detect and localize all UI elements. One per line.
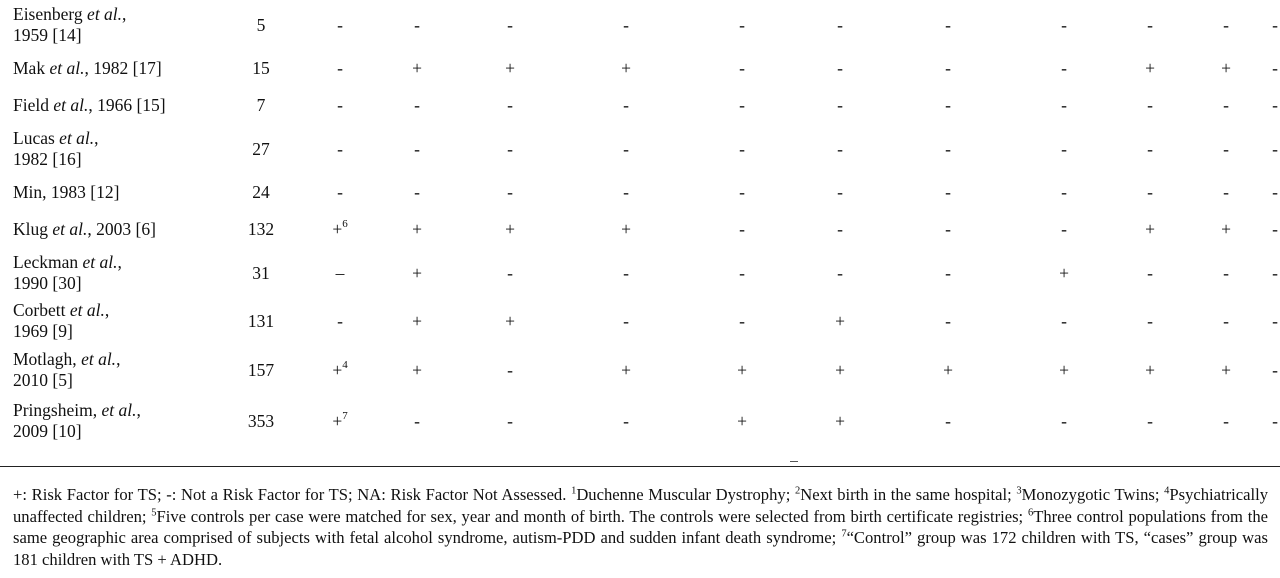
risk-mark	[886, 396, 1010, 446]
risk-mark-symbol: +	[412, 219, 422, 239]
table-row	[0, 248, 1280, 298]
risk-mark	[304, 396, 376, 446]
risk-mark	[562, 124, 690, 174]
risk-mark	[1010, 50, 1118, 87]
risk-mark	[1118, 124, 1182, 174]
risk-mark-symbol: -	[623, 95, 629, 115]
risk-mark-symbol: -	[739, 310, 745, 331]
sample-size: 5	[256, 14, 266, 35]
study-author: Corbett	[13, 300, 70, 320]
risk-mark	[376, 0, 458, 50]
risk-mark	[1270, 396, 1280, 446]
risk-mark-symbol: +	[1145, 219, 1155, 239]
table-row	[0, 211, 1280, 248]
risk-mark	[304, 248, 376, 298]
risk-mark-symbol: -	[337, 14, 343, 35]
study-cell	[0, 87, 218, 124]
study-year: 2009 [10]	[13, 421, 82, 441]
risk-mark	[562, 396, 690, 446]
risk-mark-symbol: -	[623, 310, 629, 331]
risk-mark	[376, 174, 458, 211]
risk-mark-symbol: -	[507, 262, 513, 283]
risk-mark-symbol: +	[332, 410, 343, 431]
risk-mark	[794, 298, 886, 344]
study-citation: , 1966 [15]	[88, 95, 166, 115]
risk-mark-symbol: -	[1147, 262, 1153, 283]
risk-mark-symbol: -	[1061, 310, 1067, 331]
risk-mark-symbol: +	[835, 359, 845, 380]
short-rule	[790, 461, 798, 462]
study-cell	[0, 50, 218, 87]
risk-mark-symbol: -	[623, 262, 629, 283]
risk-mark	[690, 211, 794, 248]
study-year: 1969 [9]	[13, 321, 73, 341]
risk-mark-symbol: -	[837, 14, 843, 35]
risk-mark	[458, 396, 562, 446]
risk-mark	[376, 87, 458, 124]
risk-mark	[886, 344, 1010, 396]
risk-mark-symbol: -	[1223, 95, 1229, 115]
risk-mark-symbol: +	[1221, 219, 1231, 239]
risk-mark	[690, 248, 794, 298]
risk-mark	[1270, 174, 1280, 211]
sample-size: 15	[252, 58, 270, 78]
risk-mark-symbol: -	[337, 182, 343, 202]
risk-mark-symbol: -	[945, 410, 951, 431]
risk-mark-symbol: -	[945, 14, 951, 35]
study-year: 2010 [5]	[13, 370, 73, 390]
risk-mark-symbol: +	[1145, 359, 1155, 380]
risk-mark-symbol: -	[1272, 262, 1278, 283]
risk-mark-symbol: -	[1272, 58, 1278, 78]
risk-mark-symbol: +	[737, 359, 747, 380]
footnote-ref: 7	[342, 409, 348, 422]
risk-mark	[562, 50, 690, 87]
risk-mark-symbol: -	[1061, 14, 1067, 35]
risk-mark-symbol: +	[505, 58, 515, 78]
risk-mark	[376, 298, 458, 344]
risk-mark	[458, 0, 562, 50]
risk-mark-symbol: -	[623, 182, 629, 202]
risk-mark	[690, 298, 794, 344]
study-author: Mak	[13, 58, 50, 78]
study-citation: ,	[136, 400, 141, 420]
risk-mark-symbol: -	[945, 58, 951, 78]
risk-mark-symbol: -	[837, 58, 843, 78]
risk-mark	[690, 50, 794, 87]
risk-mark-symbol: -	[1061, 410, 1067, 431]
risk-mark	[1182, 396, 1270, 446]
risk-mark-symbol: -	[1272, 182, 1278, 202]
risk-mark	[690, 396, 794, 446]
study-cell	[0, 396, 218, 446]
risk-mark-symbol: -	[1147, 182, 1153, 202]
risk-mark-symbol: -	[337, 58, 343, 78]
risk-mark	[886, 174, 1010, 211]
risk-mark	[1010, 211, 1118, 248]
table-row	[0, 124, 1280, 174]
risk-mark-symbol: +	[505, 310, 515, 331]
study-year: 1990 [30]	[13, 273, 82, 293]
risk-mark	[1118, 50, 1182, 87]
study-etal: et al.	[59, 128, 95, 148]
risk-mark-symbol: -	[1147, 138, 1153, 159]
risk-mark-symbol: -	[1272, 410, 1278, 431]
study-cell	[0, 174, 218, 211]
risk-mark-symbol: -	[623, 14, 629, 35]
risk-mark	[1182, 344, 1270, 396]
table-row	[0, 298, 1280, 344]
risk-mark-symbol: +	[332, 219, 343, 239]
risk-mark	[794, 0, 886, 50]
sample-size: 132	[247, 219, 275, 239]
risk-mark	[376, 248, 458, 298]
study-etal: et al.	[53, 95, 89, 115]
risk-mark-symbol: +	[1059, 262, 1069, 283]
risk-mark-symbol: -	[414, 14, 420, 35]
study-year: 1959 [14]	[13, 25, 82, 45]
risk-mark	[304, 174, 376, 211]
risk-mark-symbol: +	[1221, 58, 1231, 78]
risk-mark-symbol: -	[507, 14, 513, 35]
risk-mark	[1118, 87, 1182, 124]
risk-mark	[304, 50, 376, 87]
study-etal: et al.	[69, 300, 105, 320]
risk-mark-symbol: -	[414, 95, 420, 115]
risk-mark-symbol: -	[1061, 219, 1067, 239]
table-row	[0, 344, 1280, 396]
risk-mark-symbol: +	[835, 410, 845, 431]
risk-mark-symbol: -	[945, 138, 951, 159]
risk-mark-symbol: -	[837, 219, 843, 239]
sample-size: 31	[252, 262, 270, 283]
risk-mark-symbol: -	[1061, 95, 1067, 115]
risk-mark-symbol: -	[337, 95, 343, 115]
risk-mark	[1010, 124, 1118, 174]
risk-mark-symbol: -	[945, 219, 951, 239]
risk-mark	[886, 87, 1010, 124]
risk-mark	[562, 298, 690, 344]
risk-mark-symbol: -	[1147, 95, 1153, 115]
risk-mark-symbol: -	[1272, 310, 1278, 331]
risk-mark	[1270, 50, 1280, 87]
sample-size: 157	[247, 359, 275, 380]
risk-mark-symbol: -	[414, 182, 420, 202]
risk-mark-symbol: –	[335, 262, 345, 283]
sample-size: 353	[247, 410, 275, 431]
risk-mark-symbol: -	[1272, 138, 1278, 159]
risk-mark-symbol: +	[412, 310, 422, 331]
risk-mark	[458, 344, 562, 396]
risk-mark	[886, 0, 1010, 50]
study-cell	[0, 298, 218, 344]
risk-mark	[1182, 174, 1270, 211]
risk-mark	[304, 211, 376, 248]
study-etal: et al.	[81, 349, 117, 369]
risk-mark	[1182, 124, 1270, 174]
risk-mark-symbol: +	[621, 359, 631, 380]
risk-mark-symbol: -	[1272, 359, 1278, 380]
sample-size: 7	[256, 95, 266, 115]
risk-mark-symbol: -	[739, 14, 745, 35]
risk-mark-symbol: -	[1061, 138, 1067, 159]
study-citation: ,	[117, 252, 122, 272]
risk-mark-symbol: -	[739, 182, 745, 202]
risk-mark-symbol: +	[412, 359, 422, 380]
risk-mark	[1270, 0, 1280, 50]
risk-mark-symbol: -	[507, 359, 513, 380]
risk-mark	[562, 0, 690, 50]
risk-mark	[1010, 174, 1118, 211]
study-author: Eisenberg	[13, 4, 88, 24]
risk-mark	[304, 0, 376, 50]
risk-mark	[458, 174, 562, 211]
risk-mark	[304, 298, 376, 344]
study-cell	[0, 211, 218, 248]
risk-mark	[1118, 211, 1182, 248]
study-cell	[0, 0, 218, 50]
table-row	[0, 396, 1280, 446]
risk-mark	[1270, 87, 1280, 124]
risk-mark	[458, 298, 562, 344]
risk-mark-symbol: -	[1147, 310, 1153, 331]
table-row	[0, 0, 1280, 50]
sample-size: 131	[247, 310, 275, 331]
risk-mark-symbol: -	[1223, 410, 1229, 431]
risk-mark-symbol: -	[507, 95, 513, 115]
risk-mark-symbol: -	[945, 310, 951, 331]
risk-mark-symbol: -	[507, 182, 513, 202]
study-etal: et al.	[49, 58, 85, 78]
risk-mark-symbol: +	[332, 359, 343, 380]
risk-mark-symbol: -	[1223, 138, 1229, 159]
risk-mark	[1182, 298, 1270, 344]
risk-mark	[690, 87, 794, 124]
risk-mark-symbol: -	[837, 138, 843, 159]
study-year: 1982 [16]	[13, 149, 82, 169]
risk-mark	[1010, 298, 1118, 344]
risk-mark	[1270, 344, 1280, 396]
risk-mark	[690, 174, 794, 211]
risk-mark	[794, 174, 886, 211]
risk-mark-symbol: -	[739, 58, 745, 78]
table-row	[0, 174, 1280, 211]
risk-mark-symbol: +	[1145, 58, 1155, 78]
risk-mark-symbol: +	[1059, 359, 1069, 380]
risk-mark	[1118, 248, 1182, 298]
risk-mark	[458, 124, 562, 174]
risk-mark	[1010, 396, 1118, 446]
risk-mark	[376, 211, 458, 248]
risk-mark	[886, 211, 1010, 248]
risk-mark	[794, 396, 886, 446]
risk-mark-symbol: -	[507, 410, 513, 431]
risk-mark	[794, 211, 886, 248]
study-author: Motlagh,	[13, 349, 82, 369]
risk-mark	[1010, 0, 1118, 50]
risk-mark	[794, 50, 886, 87]
risk-mark	[1118, 396, 1182, 446]
study-author: Leckman	[13, 252, 83, 272]
study-author: Field	[13, 95, 54, 115]
risk-mark-symbol: -	[1223, 182, 1229, 202]
study-cell	[0, 344, 218, 396]
risk-mark-symbol: -	[623, 138, 629, 159]
risk-mark-symbol: -	[1147, 14, 1153, 35]
risk-mark	[562, 248, 690, 298]
study-citation: ,	[94, 128, 99, 148]
risk-mark	[1118, 174, 1182, 211]
risk-mark	[794, 124, 886, 174]
risk-mark-symbol: -	[414, 138, 420, 159]
risk-mark	[562, 344, 690, 396]
risk-mark-symbol: +	[1221, 359, 1231, 380]
risk-mark-symbol: -	[739, 262, 745, 283]
risk-mark	[1182, 50, 1270, 87]
risk-mark	[690, 0, 794, 50]
risk-mark-symbol: -	[837, 182, 843, 202]
risk-mark	[376, 344, 458, 396]
footnote-ref: 4	[342, 358, 348, 371]
risk-mark	[886, 124, 1010, 174]
risk-mark-symbol: -	[1272, 14, 1278, 35]
study-cell	[0, 248, 218, 298]
risk-mark-symbol: -	[945, 95, 951, 115]
risk-mark-symbol: +	[412, 262, 422, 283]
risk-mark-symbol: -	[1272, 95, 1278, 115]
study-author: Min, 1983 [12]	[13, 182, 120, 202]
study-author: Pringsheim,	[13, 400, 102, 420]
risk-mark-symbol: -	[837, 262, 843, 283]
footnote-ref: 6	[342, 218, 348, 231]
risk-mark	[376, 124, 458, 174]
risk-mark	[458, 248, 562, 298]
study-etal: et al.	[82, 252, 118, 272]
sample-size: 27	[252, 138, 270, 159]
risk-mark	[562, 211, 690, 248]
risk-mark-symbol: +	[505, 219, 515, 239]
risk-mark-symbol: -	[623, 410, 629, 431]
table-footnote: +: Risk Factor for TS; -: Not a Risk Factor for TS; NA: Risk Factor Not Assessed. $^1$Duchenne Muscular Dystrophy; $^2$Next birth in the same hospital; $^3$Monozygotic Twins; $^4$Psychiatrically unaffected children; $^5$Five controls per case were matched for sex, year and month of birth. The controls were selected from birth certificate registries; $^6$Three control populations from the same geographic area comprised of subjects with fetal alcohol syndrome, autism-PDD and sudden infant death syndrome; $^7$“Control” group was 172 children with TS, “cases” group was 181 children with TS + ADHD.	[13, 485, 1269, 569]
risk-mark	[690, 344, 794, 396]
risk-mark	[1010, 344, 1118, 396]
risk-mark-symbol: -	[1061, 182, 1067, 202]
risk-mark	[1118, 0, 1182, 50]
risk-mark-symbol: +	[621, 219, 631, 239]
risk-mark	[1118, 344, 1182, 396]
study-cell	[0, 124, 218, 174]
risk-mark	[562, 87, 690, 124]
risk-mark	[304, 344, 376, 396]
table-row	[0, 87, 1280, 124]
risk-mark	[1010, 248, 1118, 298]
risk-mark-symbol: -	[1061, 58, 1067, 78]
risk-mark-symbol: -	[739, 138, 745, 159]
risk-mark-symbol: +	[621, 58, 631, 78]
risk-mark-symbol: +	[943, 359, 953, 380]
risk-mark-symbol: -	[1223, 262, 1229, 283]
risk-mark-symbol: +	[835, 310, 845, 331]
risk-mark	[304, 124, 376, 174]
risk-mark-symbol: -	[1223, 14, 1229, 35]
risk-mark	[1270, 298, 1280, 344]
risk-mark-symbol: -	[337, 138, 343, 159]
risk-mark	[304, 87, 376, 124]
risk-mark	[886, 248, 1010, 298]
risk-mark	[1182, 87, 1270, 124]
risk-mark-symbol: -	[739, 95, 745, 115]
risk-mark-symbol: -	[1147, 410, 1153, 431]
study-author: Lucas	[13, 128, 60, 148]
risk-mark	[376, 50, 458, 87]
risk-mark	[886, 50, 1010, 87]
risk-mark	[1270, 211, 1280, 248]
risk-mark-symbol: -	[739, 219, 745, 239]
study-etal: et al.	[87, 4, 123, 24]
study-etal: et al.	[52, 219, 88, 239]
risk-mark	[1118, 298, 1182, 344]
risk-mark	[1182, 0, 1270, 50]
study-citation: ,	[104, 300, 110, 320]
risk-mark	[1182, 211, 1270, 248]
risk-mark	[458, 211, 562, 248]
study-author: Klug	[13, 219, 53, 239]
risk-mark-symbol: -	[945, 262, 951, 283]
study-etal: et al.	[101, 400, 137, 420]
risk-mark	[458, 50, 562, 87]
study-citation: ,	[116, 349, 121, 369]
risk-mark	[794, 248, 886, 298]
table-row	[0, 50, 1280, 87]
risk-mark	[794, 87, 886, 124]
table-bottom-rule	[0, 466, 1280, 467]
risk-mark-symbol: -	[945, 182, 951, 202]
risk-mark-symbol: -	[1223, 310, 1229, 331]
study-citation: , 1982 [17]	[84, 58, 162, 78]
risk-mark	[794, 344, 886, 396]
risk-mark-symbol: -	[414, 410, 420, 431]
risk-mark	[562, 174, 690, 211]
risk-mark	[690, 124, 794, 174]
risk-mark-symbol: -	[507, 138, 513, 159]
risk-mark	[886, 298, 1010, 344]
risk-mark-symbol: -	[1272, 219, 1278, 239]
risk-mark	[1010, 87, 1118, 124]
risk-mark	[376, 396, 458, 446]
study-citation: ,	[122, 4, 127, 24]
study-citation: , 2003 [6]	[87, 219, 156, 239]
risk-mark	[1270, 124, 1280, 174]
risk-mark-symbol: +	[737, 410, 747, 431]
risk-mark	[458, 87, 562, 124]
risk-mark-symbol: +	[412, 58, 422, 78]
risk-mark	[1270, 248, 1280, 298]
sample-size: 24	[252, 182, 270, 202]
risk-mark-symbol: -	[837, 95, 843, 115]
risk-mark	[1182, 248, 1270, 298]
risk-mark-symbol: -	[337, 310, 343, 331]
